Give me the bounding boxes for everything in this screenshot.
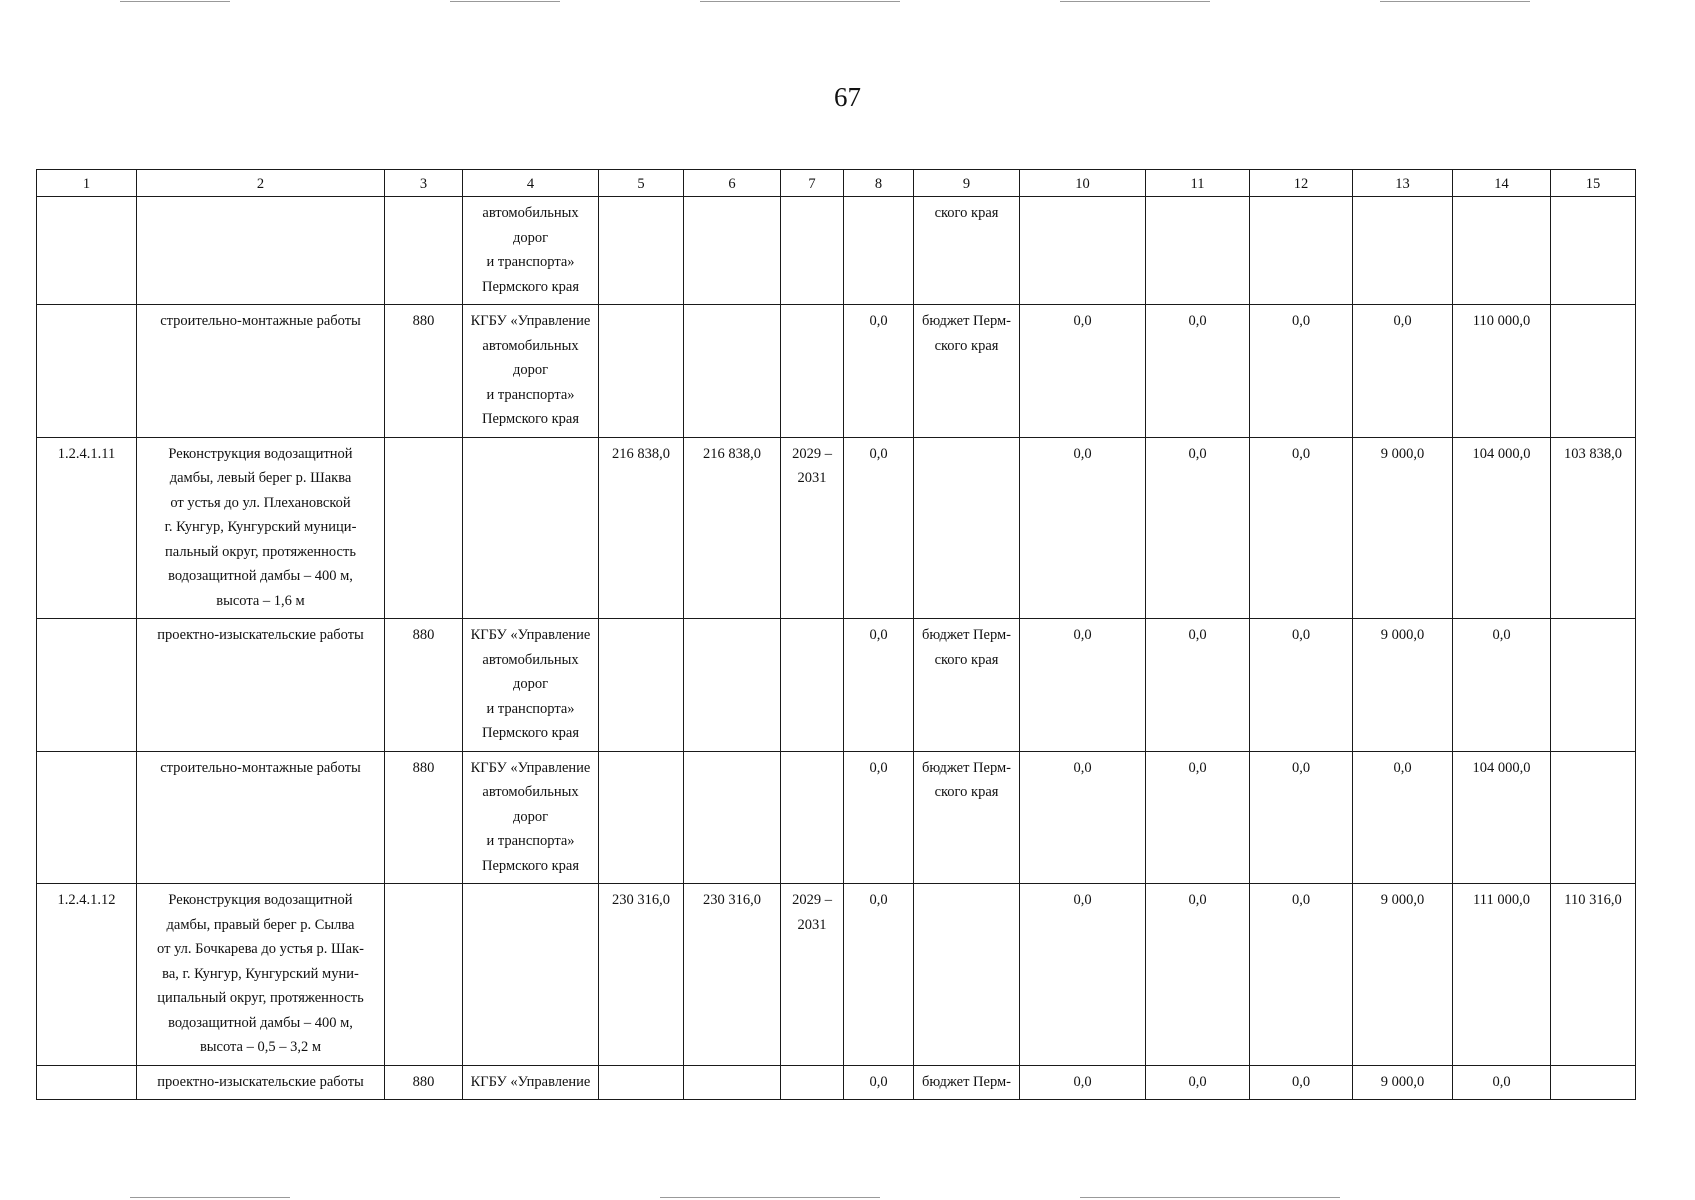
table-cell-col-13: [1353, 884, 1453, 1066]
cell-text-line: 9 000,0: [1380, 1073, 1425, 1090]
column-number: 5: [599, 170, 684, 197]
cell-text-line: 0,0: [869, 445, 888, 462]
table-cell-col-12: [1250, 751, 1353, 884]
cell-text-line: 0,0: [869, 627, 888, 643]
table-cell-col-11: [1146, 437, 1250, 619]
cell-text-line: 2029 –: [792, 892, 832, 908]
column-number: 11: [1146, 170, 1250, 197]
table-cell-col-8: [844, 884, 914, 1066]
table-cell-col-8: [844, 1065, 914, 1100]
table-cell-col-6: [684, 197, 781, 305]
cell-text-line: 0,0: [1492, 627, 1511, 643]
table-cell-col-1: [37, 197, 137, 305]
table-cell-col-15: [1551, 1065, 1636, 1100]
table-cell-col-9: [914, 1065, 1020, 1100]
scan-edge-mark: [1380, 1, 1530, 2]
table-cell-col-12: [1250, 619, 1353, 752]
cell-text-line: 0,0: [1188, 759, 1207, 776]
cell-text-line: Пермского края: [482, 725, 579, 741]
table-row: [37, 305, 1636, 438]
cell-text-line: автомобильных: [482, 651, 579, 668]
table-cell-col-11: [1146, 1065, 1250, 1100]
table-cell-col-12: [1250, 884, 1353, 1066]
table-cell-col-9: [914, 437, 1020, 619]
cell-text-line: 0,0: [1073, 445, 1092, 462]
table-cell-col-7: [781, 1065, 844, 1100]
cell-text-line: и транспорта»: [486, 700, 575, 717]
table-cell-col-10: [1020, 619, 1146, 752]
cell-text-line: 2031: [797, 470, 827, 486]
table-cell-col-11: [1146, 751, 1250, 884]
cell-text-line: г. Кунгур, Кунгурский муници-: [164, 519, 357, 535]
table-cell-col-7: [781, 884, 844, 1066]
table-cell-col-12: [1250, 437, 1353, 619]
cell-text-line: и транспорта»: [486, 254, 575, 270]
cell-text-line: проектно-изыскательские работы: [157, 627, 364, 643]
table-cell-col-10: [1020, 1065, 1146, 1100]
scan-edge-mark: [700, 1, 900, 2]
table-cell-col-9: [914, 751, 1020, 884]
column-number-row: [37, 170, 1636, 197]
cell-text-line: водозащитной дамбы – 400 м,: [168, 1014, 353, 1031]
cell-text-line: 1.2.4.1.12: [57, 892, 116, 908]
cell-text-line: 103 838,0: [1564, 445, 1622, 462]
table-cell-col-5: [599, 305, 684, 438]
column-number: 15: [1551, 170, 1636, 197]
table-cell-col-7: [781, 619, 844, 752]
table-row: [37, 197, 1636, 305]
column-number: 7: [781, 170, 844, 197]
cell-text-line: КГБУ «Управление: [470, 759, 591, 776]
table-cell-col-13: [1353, 197, 1453, 305]
table-cell-col-2: [137, 437, 385, 619]
scan-edge-mark: [450, 1, 560, 2]
table-cell-col-5: [599, 884, 684, 1066]
table-cell-col-6: [684, 751, 781, 884]
table-cell-col-14: [1453, 197, 1551, 305]
cell-text-line: бюджет Перм-: [921, 759, 1012, 776]
table-cell-col-5: [599, 437, 684, 619]
table-row: [37, 1065, 1636, 1100]
cell-text-line: высота – 0,5 – 3,2 м: [199, 1039, 322, 1055]
table-cell-col-2: [137, 305, 385, 438]
table-cell-col-4: [463, 884, 599, 1066]
budget-table: [36, 169, 1636, 1100]
cell-text-line: и транспорта»: [486, 833, 575, 849]
cell-text-line: 111 000,0: [1473, 892, 1530, 908]
table-cell-col-4: [463, 197, 599, 305]
cell-text-line: 230 316,0: [703, 892, 761, 908]
cell-text-line: 0,0: [1073, 759, 1092, 776]
table-cell-col-13: [1353, 305, 1453, 438]
cell-text-line: Пермского края: [482, 857, 579, 874]
table-cell-col-3: [385, 884, 463, 1066]
cell-text-line: ского края: [934, 337, 999, 354]
cell-text-line: дорог: [512, 676, 549, 692]
cell-text-line: 104 000,0: [1472, 445, 1531, 462]
table-cell-col-3: [385, 305, 463, 438]
table-cell-col-6: [684, 619, 781, 752]
cell-text-line: автомобильных: [482, 337, 579, 354]
table-cell-col-11: [1146, 619, 1250, 752]
table-cell-col-10: [1020, 305, 1146, 438]
page-number: 67: [834, 82, 861, 112]
cell-text-line: 0,0: [1291, 627, 1311, 643]
table-cell-col-12: [1250, 305, 1353, 438]
cell-text-line: 880: [412, 313, 435, 329]
table-cell-col-6: [684, 884, 781, 1066]
table-cell-col-7: [781, 751, 844, 884]
cell-text-line: ского края: [934, 784, 999, 800]
cell-text-line: 0,0: [869, 1073, 888, 1090]
cell-text-line: 880: [412, 627, 435, 643]
table-cell-col-14: [1453, 751, 1551, 884]
cell-text-line: 0,0: [1188, 313, 1207, 329]
table-cell-col-2: [137, 1065, 385, 1100]
table-cell-col-2: [137, 751, 385, 884]
cell-text-line: строительно-монтажные работы: [160, 313, 361, 329]
cell-text-line: 0,0: [1393, 759, 1412, 776]
table-cell-col-5: [599, 619, 684, 752]
cell-text-line: 0,0: [1188, 445, 1207, 462]
table-row: [37, 884, 1636, 1066]
cell-text-line: пальный округ, протяженность: [165, 543, 356, 560]
cell-text-line: КГБУ «Управление: [470, 1073, 591, 1090]
cell-text-line: 104 000,0: [1472, 759, 1531, 776]
table-cell-col-7: [781, 197, 844, 305]
cell-text-line: дорог: [512, 229, 549, 246]
table-cell-col-4: [463, 437, 599, 619]
table-cell-col-15: [1551, 884, 1636, 1066]
table-cell-col-6: [684, 305, 781, 438]
cell-text-line: высота – 1,6 м: [216, 592, 305, 609]
table-cell-col-5: [599, 1065, 684, 1100]
table-cell-col-11: [1146, 197, 1250, 305]
cell-text-line: 0,0: [869, 892, 888, 908]
table-cell-col-9: [914, 619, 1020, 752]
table-cell-col-9: [914, 305, 1020, 438]
cell-text-line: 230 316,0: [612, 892, 670, 908]
table-cell-col-8: [844, 751, 914, 884]
cell-text-line: Реконструкция водозащитной: [168, 445, 353, 462]
column-number: 2: [137, 170, 385, 197]
cell-text-line: 2031: [797, 916, 827, 933]
table-cell-col-1: [37, 884, 137, 1066]
column-number: 8: [844, 170, 914, 197]
cell-text-line: 2029 –: [792, 445, 832, 462]
cell-text-line: 0,0: [1073, 892, 1092, 908]
table-cell-col-15: [1551, 197, 1636, 305]
table-cell-col-11: [1146, 884, 1250, 1066]
cell-text-line: бюджет Перм-: [921, 313, 1012, 329]
table-cell-col-1: [37, 437, 137, 619]
cell-text-line: строительно-монтажные работы: [160, 759, 361, 776]
scan-edge-mark: [130, 1197, 290, 1198]
table-cell-col-1: [37, 751, 137, 884]
table-cell-col-13: [1353, 437, 1453, 619]
table-cell-col-13: [1353, 619, 1453, 752]
cell-text-line: 9 000,0: [1380, 892, 1425, 908]
cell-text-line: от ул. Бочкарева до устья р. Шак-: [157, 941, 364, 957]
table-cell-col-11: [1146, 305, 1250, 438]
cell-text-line: 0,0: [1393, 313, 1412, 329]
cell-text-line: 1.2.4.1.11: [57, 445, 116, 462]
table-cell-col-15: [1551, 619, 1636, 752]
cell-text-line: 110 000,0: [1472, 313, 1531, 329]
cell-text-line: ского края: [934, 651, 999, 668]
cell-text-line: 0,0: [1291, 759, 1311, 776]
table-cell-col-14: [1453, 1065, 1551, 1100]
table-cell-col-3: [385, 1065, 463, 1100]
cell-text-line: 0,0: [1291, 445, 1311, 462]
column-number: 1: [37, 170, 137, 197]
table-cell-col-10: [1020, 884, 1146, 1066]
table-cell-col-15: [1551, 305, 1636, 438]
cell-text-line: от устья до ул. Плехановской: [170, 494, 351, 511]
column-number: 9: [914, 170, 1020, 197]
cell-text-line: дамбы, правый берег р. Сылва: [166, 916, 355, 933]
table-cell-col-1: [37, 305, 137, 438]
cell-text-line: 0,0: [1073, 313, 1092, 329]
table-cell-col-6: [684, 437, 781, 619]
table-cell-col-8: [844, 305, 914, 438]
table-cell-col-13: [1353, 1065, 1453, 1100]
cell-text-line: бюджет Перм-: [921, 627, 1012, 643]
column-number: 14: [1453, 170, 1551, 197]
cell-text-line: 9 000,0: [1380, 445, 1425, 462]
column-number: 4: [463, 170, 599, 197]
cell-text-line: автомобильных: [482, 205, 579, 221]
column-number: 6: [684, 170, 781, 197]
cell-text-line: дорог: [512, 362, 549, 378]
cell-text-line: 0,0: [869, 313, 888, 329]
table-cell-col-10: [1020, 751, 1146, 884]
cell-text-line: и транспорта»: [486, 386, 575, 403]
table-row: [37, 751, 1636, 884]
scan-edge-mark: [660, 1197, 880, 1198]
table-cell-col-15: [1551, 437, 1636, 619]
table-cell-col-8: [844, 437, 914, 619]
cell-text-line: КГБУ «Управление: [470, 627, 591, 643]
scan-edge-mark: [120, 1, 230, 2]
column-number: 12: [1250, 170, 1353, 197]
column-number: 13: [1353, 170, 1453, 197]
table-cell-col-2: [137, 619, 385, 752]
table-cell-col-4: [463, 619, 599, 752]
table-cell-col-10: [1020, 197, 1146, 305]
table-row: [37, 437, 1636, 619]
cell-text-line: Пермского края: [482, 278, 579, 295]
table-cell-col-4: [463, 751, 599, 884]
cell-text-line: 216 838,0: [612, 445, 670, 462]
cell-text-line: 216 838,0: [703, 445, 761, 462]
cell-text-line: 0,0: [1188, 1073, 1207, 1090]
table-cell-col-13: [1353, 751, 1453, 884]
cell-text-line: 880: [412, 759, 435, 776]
cell-text-line: Пермского края: [482, 411, 579, 427]
table-cell-col-1: [37, 1065, 137, 1100]
table-cell-col-14: [1453, 437, 1551, 619]
table-cell-col-1: [37, 619, 137, 752]
table-cell-col-8: [844, 619, 914, 752]
table-cell-col-9: [914, 197, 1020, 305]
table-cell-col-5: [599, 751, 684, 884]
column-number: 10: [1020, 170, 1146, 197]
table-cell-col-14: [1453, 305, 1551, 438]
table-cell-col-3: [385, 751, 463, 884]
table-cell-col-9: [914, 884, 1020, 1066]
table-cell-col-6: [684, 1065, 781, 1100]
table-cell-col-2: [137, 884, 385, 1066]
table-cell-col-8: [844, 197, 914, 305]
cell-text-line: проектно-изыскательские работы: [157, 1073, 364, 1090]
cell-text-line: 0,0: [1492, 1073, 1511, 1090]
table-cell-col-5: [599, 197, 684, 305]
table-row: [37, 619, 1636, 752]
cell-text-line: 0,0: [869, 759, 888, 776]
cell-text-line: 0,0: [1188, 892, 1207, 908]
cell-text-line: ва, г. Кунгур, Кунгурский муни-: [162, 965, 359, 982]
table-cell-col-4: [463, 305, 599, 438]
cell-text-line: 9 000,0: [1380, 627, 1425, 643]
scan-edge-mark: [1060, 1, 1210, 2]
cell-text-line: ципальный округ, протяженность: [157, 990, 364, 1006]
table-cell-col-7: [781, 437, 844, 619]
cell-text-line: дамбы, левый берег р. Шаква: [169, 470, 352, 486]
cell-text-line: 0,0: [1291, 892, 1311, 908]
cell-text-line: ского края: [934, 205, 999, 221]
table-cell-col-3: [385, 197, 463, 305]
table-cell-col-14: [1453, 884, 1551, 1066]
cell-text-line: водозащитной дамбы – 400 м,: [168, 568, 353, 584]
table-cell-col-7: [781, 305, 844, 438]
cell-text-line: дорог: [512, 808, 549, 825]
cell-text-line: КГБУ «Управление: [470, 313, 591, 329]
cell-text-line: бюджет Перм-: [921, 1073, 1012, 1090]
cell-text-line: 880: [412, 1073, 435, 1090]
cell-text-line: 0,0: [1073, 627, 1092, 643]
table-cell-col-3: [385, 437, 463, 619]
cell-text-line: 110 316,0: [1564, 892, 1622, 908]
table-cell-col-2: [137, 197, 385, 305]
table-cell-col-14: [1453, 619, 1551, 752]
cell-text-line: 0,0: [1073, 1073, 1092, 1090]
cell-text-line: 0,0: [1188, 627, 1207, 643]
table-cell-col-4: [463, 1065, 599, 1100]
cell-text-line: 0,0: [1291, 313, 1311, 329]
table-cell-col-12: [1250, 1065, 1353, 1100]
table-cell-col-10: [1020, 437, 1146, 619]
cell-text-line: 0,0: [1291, 1073, 1311, 1090]
scan-edge-mark: [1080, 1197, 1340, 1198]
column-number: 3: [385, 170, 463, 197]
cell-text-line: Реконструкция водозащитной: [168, 892, 353, 908]
table-cell-col-3: [385, 619, 463, 752]
table-cell-col-12: [1250, 197, 1353, 305]
table-cell-col-15: [1551, 751, 1636, 884]
cell-text-line: автомобильных: [482, 784, 579, 800]
